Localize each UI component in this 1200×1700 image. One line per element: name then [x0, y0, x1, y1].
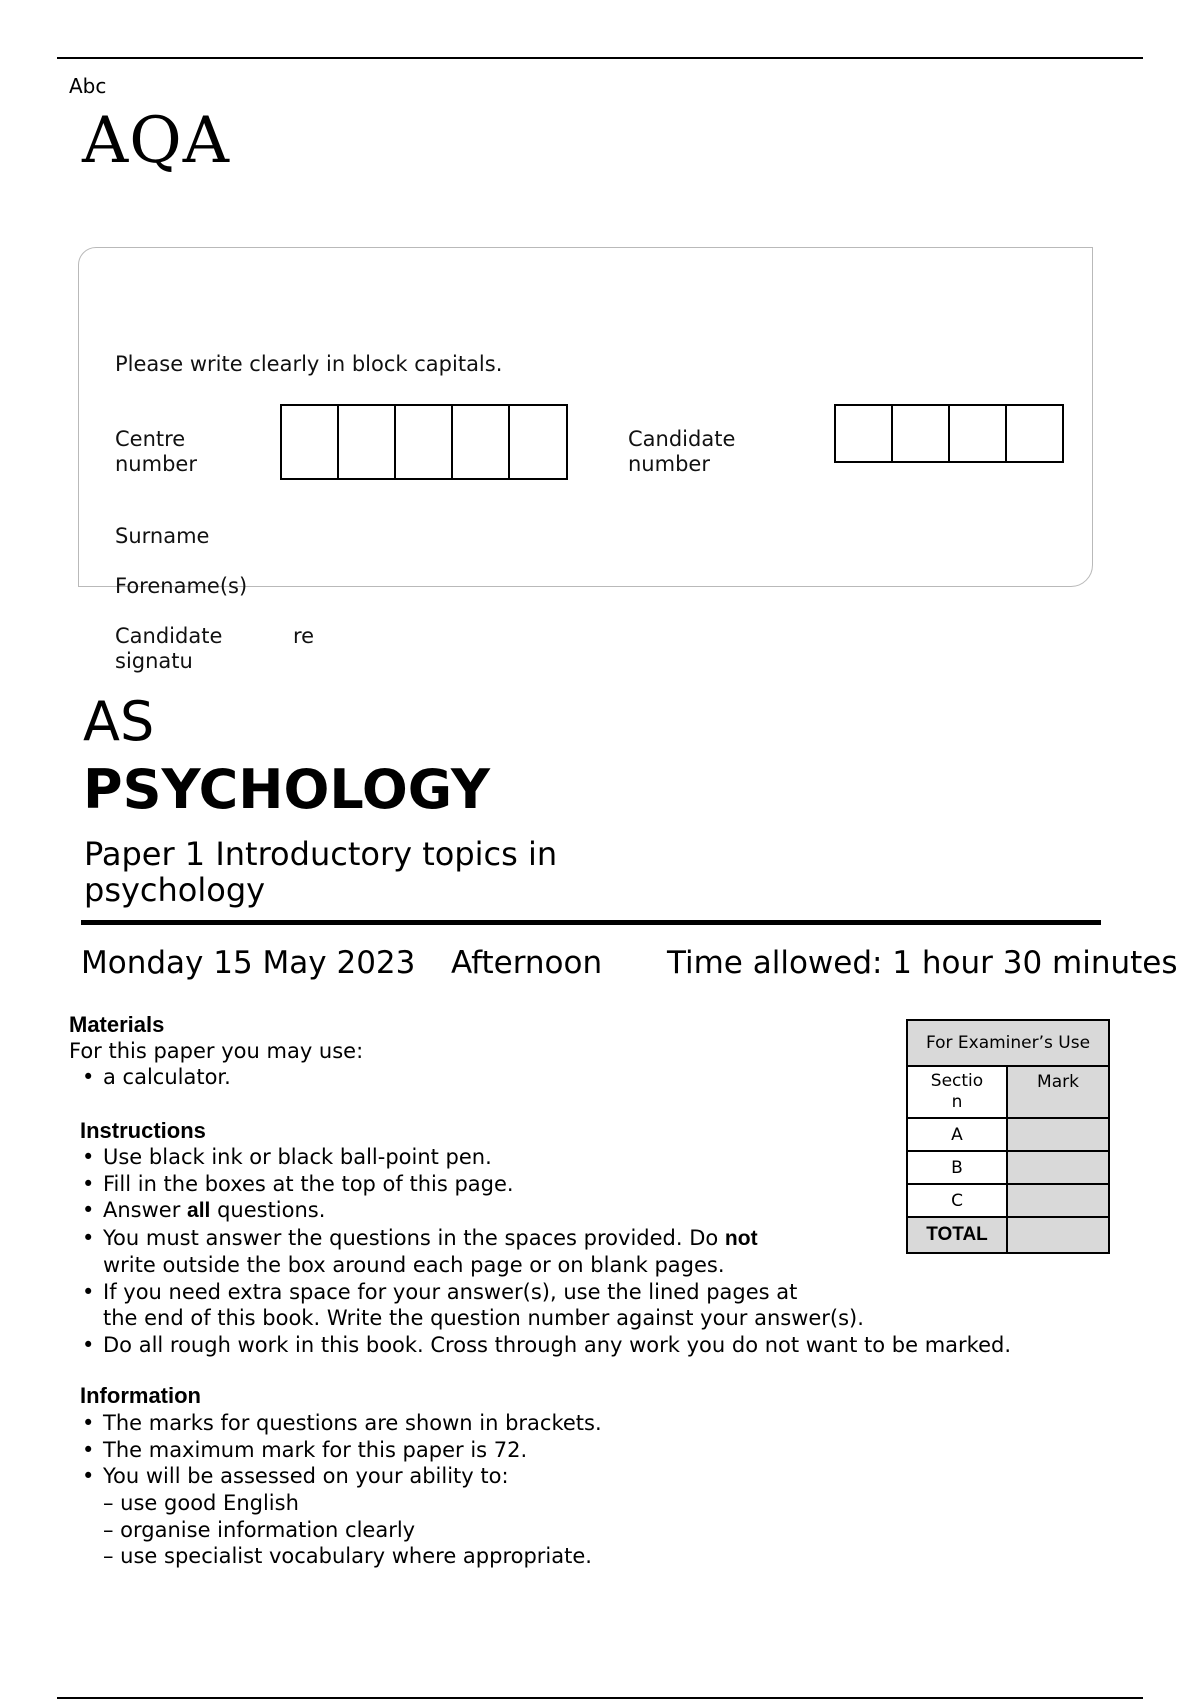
aqa-logo: AQA: [82, 104, 230, 178]
mark-column-header: Mark: [1007, 1066, 1109, 1118]
instructions-heading: Instructions: [80, 1118, 206, 1143]
header-abc: Abc: [69, 74, 107, 98]
list-item: – use specialist vocabulary where appropriate.: [103, 1544, 592, 1568]
examiner-use-table: [906, 1019, 1110, 1254]
centre-number-digit[interactable]: [282, 406, 339, 478]
section-cell: A: [907, 1118, 1007, 1151]
subject-title: PSYCHOLOGY: [83, 758, 491, 821]
mark-cell: [1007, 1118, 1109, 1151]
centre-number-label: Centre number: [115, 427, 197, 476]
information-sub-list: [80, 1490, 592, 1570]
candidate-number-digit[interactable]: [893, 406, 950, 461]
examiner-table-title: For Examiner’s Use: [907, 1020, 1109, 1066]
information-heading: Information: [80, 1383, 201, 1408]
time-allowed: Time allowed: 1 hour 30 minutes: [667, 945, 1178, 981]
top-rule: [57, 57, 1143, 59]
candidate-number-digit[interactable]: [950, 406, 1007, 461]
list-item: • The marks for questions are shown in brackets.: [80, 1410, 602, 1437]
centre-number-digit[interactable]: [396, 406, 453, 478]
centre-number-digit[interactable]: [453, 406, 510, 478]
exam-session: Afternoon: [451, 945, 603, 981]
list-item: • Fill in the boxes at the top of this page.: [80, 1171, 1110, 1198]
forenames-label: Forename(s): [115, 574, 248, 598]
candidate-number-boxes: [834, 404, 1064, 463]
list-item: • The maximum mark for this paper is 72.: [80, 1437, 602, 1464]
list-item: • Use black ink or black ball-point pen.: [80, 1144, 1110, 1171]
mark-cell: [1007, 1184, 1109, 1217]
list-item: • a calculator.: [80, 1064, 231, 1091]
section-cell: C: [907, 1184, 1007, 1217]
exam-date: Monday 15 May 2023: [81, 945, 416, 981]
list-item: – organise information clearly: [103, 1517, 416, 1542]
candidate-number-digit[interactable]: [1007, 406, 1062, 461]
qualification-level: AS: [83, 690, 155, 753]
centre-number-boxes: [280, 404, 568, 480]
surname-label: Surname: [115, 524, 210, 548]
list-item: • Answer all questions.: [80, 1197, 1110, 1225]
materials-intro: For this paper you may use:: [69, 1039, 364, 1063]
signature-label: Candidate signatu: [115, 624, 223, 673]
information-list: [80, 1410, 602, 1490]
centre-number-digit[interactable]: [510, 406, 566, 478]
list-item: – use good English: [103, 1491, 299, 1515]
block-capitals-instruction: Please write clearly in block capitals.: [115, 352, 503, 376]
paper-title: Paper 1 Introductory topics in psychology: [84, 835, 558, 909]
list-item: • You must answer the questions in the spaces provided. Do not write outside the box around each page or on blank pages.: [80, 1225, 1110, 1279]
section-column-header: Sectio n: [907, 1066, 1007, 1118]
signature-label-fragment: re: [293, 624, 315, 648]
list-item: • If you need extra space for your answer(s), use the lined pages at the end of this book. Write the question number against your answer(s).: [80, 1279, 1110, 1332]
materials-list: [80, 1064, 231, 1091]
section-cell: B: [907, 1151, 1007, 1184]
bottom-rule: [57, 1697, 1143, 1699]
list-item: • Do all rough work in this book. Cross through any work you do not want to be marked.: [80, 1332, 1110, 1359]
list-item: • You will be assessed on your ability to:: [80, 1463, 602, 1490]
materials-heading: Materials: [69, 1012, 165, 1037]
candidate-number-label: Candidate number: [628, 427, 736, 476]
centre-number-digit[interactable]: [339, 406, 396, 478]
total-label: TOTAL: [907, 1217, 1007, 1253]
candidate-number-digit[interactable]: [836, 406, 893, 461]
total-mark-cell: [1007, 1217, 1109, 1253]
mark-cell: [1007, 1151, 1109, 1184]
title-rule: [81, 920, 1101, 925]
